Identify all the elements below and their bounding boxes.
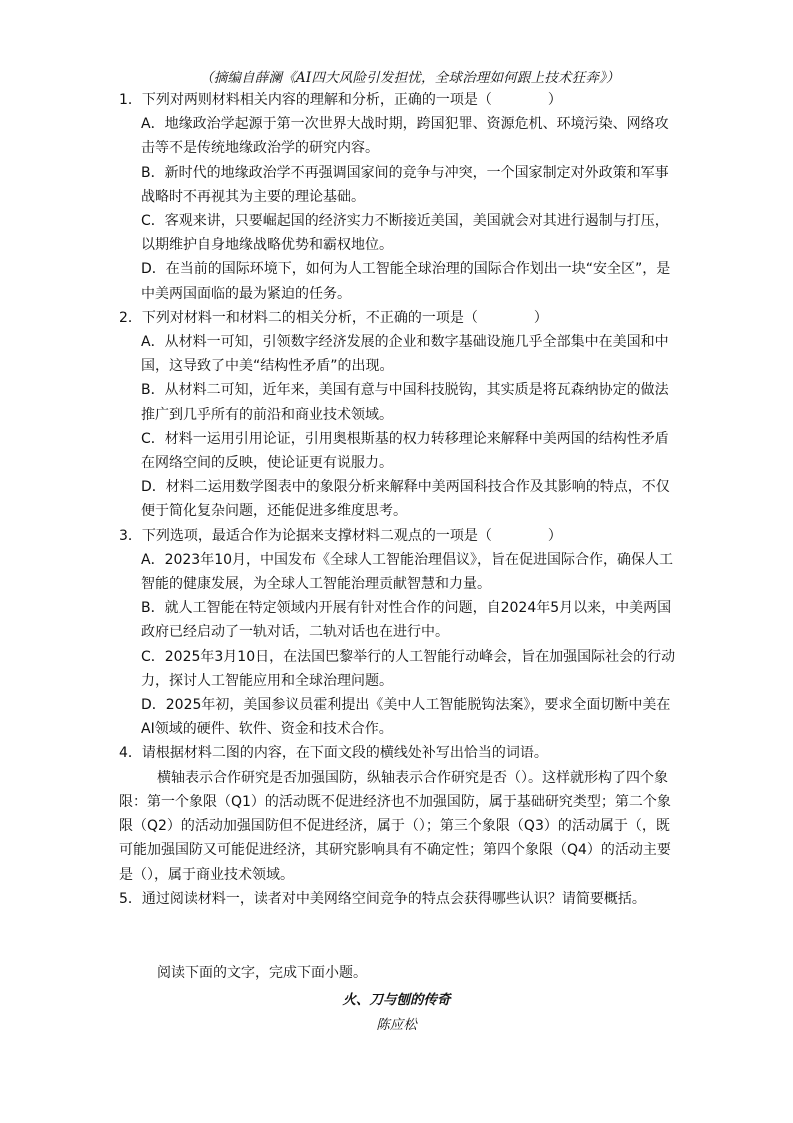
question-2-option-d: D．材料二运用数学图表中的象限分析来解释中美两国科技合作及其影响的特点，不仅便于简化复杂问题，还能促进多维度思考。 (141, 479, 670, 520)
question-3-option-c: C．2025年3月10日，在法国巴黎举行的人工智能行动峰会，旨在加强国际社会的行动力，探讨人工智能应用和全球治理问题。 (141, 648, 676, 689)
question-2-option-c: C．材料一运用引用论证，引用奥根斯基的权力转移理论来解释中美两国的结构性矛盾在网络空间的反映，使论证更有说服力。 (141, 430, 669, 472)
source-note: （摘编自薛澜《AI四大风险引发担忧，全球治理如何跟上技术狂奔》） (200, 70, 620, 86)
question-3-option-d: D．2025年初，美国参议员霍利提出《美中人工智能脱钩法案》，要求全面切断中美在AI领域的硬件、软件、资金和技术合作。 (141, 697, 671, 738)
questions-area (119, 88, 679, 911)
question-1-option-a: A．地缘政治学起源于第一次世界大战时期，跨国犯罪、资源危机、环境污染、网络攻击等不是传统地缘政治学的研究内容。 (141, 116, 669, 157)
question-1-stem: 1．下列对两则材料相关内容的理解和分析，正确的一项是（ ） (119, 92, 562, 108)
story-title: 火、刀与刨的传奇 (342, 992, 451, 1008)
question-3-option-a: A．2023年10月，中国发布《全球人工智能治理倡议》，旨在促进国际合作，确保人工智能的健康发展，为全球人工智能治理贡献智慧和力量。 (141, 551, 674, 593)
question-2-option-b: B．从材料二可知，近年来，美国有意与中国科技脱钩，其实质是将瓦森纳协定的做法推广到几乎所有的前沿和商业技术领域。 (141, 382, 669, 423)
question-4-stem: 4．请根据材料二图的内容，在下面文段的横线处补写出恰当的词语。 (119, 745, 548, 762)
question-3-stem: 3．下列选项，最适合作为论据来支撑材料二观点的一项是（ ） (119, 527, 562, 544)
question-5: 5．通过阅读材料一，读者对中美网络空间竞争的特点会获得哪些认识？请简要概括。 (119, 890, 646, 907)
question-2-option-a: A．从材料一可知，引领数字经济发展的企业和数字基础设施几乎全部集中在美国和中国，这导致了中美“结构性矛盾”的出现。 (141, 334, 669, 375)
question-4-paragraph: 横轴表示合作研究是否加强国防，纵轴表示合作研究是否（）。这样就形构了四个象限：第一个象限（Q1）的活动既不促进经济也不加强国防，属于基础研究类型；第二个象限（Q2）的活动加强国防但不促进经济，属于（）；第三个象限（Q3）的活动属于（，既可能加强国防又可能促进经济，其研究影响具有不确定性；第四个象限（Q4）的活动主要是（），属于商业技术领域。 (119, 769, 671, 883)
question-1-option-d: D．在当前的国际环境下，如何为人工智能全球治理的国际合作划出一块“安全区”，是中美两国面临的最为紧迫的任务。 (141, 261, 671, 302)
question-1-option-b: B．新时代的地缘政治学不再强调国家间的竞争与冲突，一个国家制定对外政策和军事战略时不再视其为主要的理论基础。 (141, 164, 669, 205)
reading-instruction: 阅读下面的文字，完成下面小题。 (157, 965, 367, 981)
question-3-option-b: B．就人工智能在特定领域内开展有针对性合作的问题，自2024年5月以来，中美两国政府已经启动了一轨对话，二轨对话也在进行中。 (141, 600, 672, 641)
question-2-stem: 2．下列对材料一和材料二的相关分析，不正确的一项是（ ） (119, 309, 548, 326)
story-author: 陈应松 (376, 1017, 417, 1033)
question-1-option-c: C．客观来讲，只要崛起国的经济实力不断接近美国，美国就会对其进行遏制与打压，以期维护自身地缘战略优势和霸权地位。 (141, 213, 669, 254)
